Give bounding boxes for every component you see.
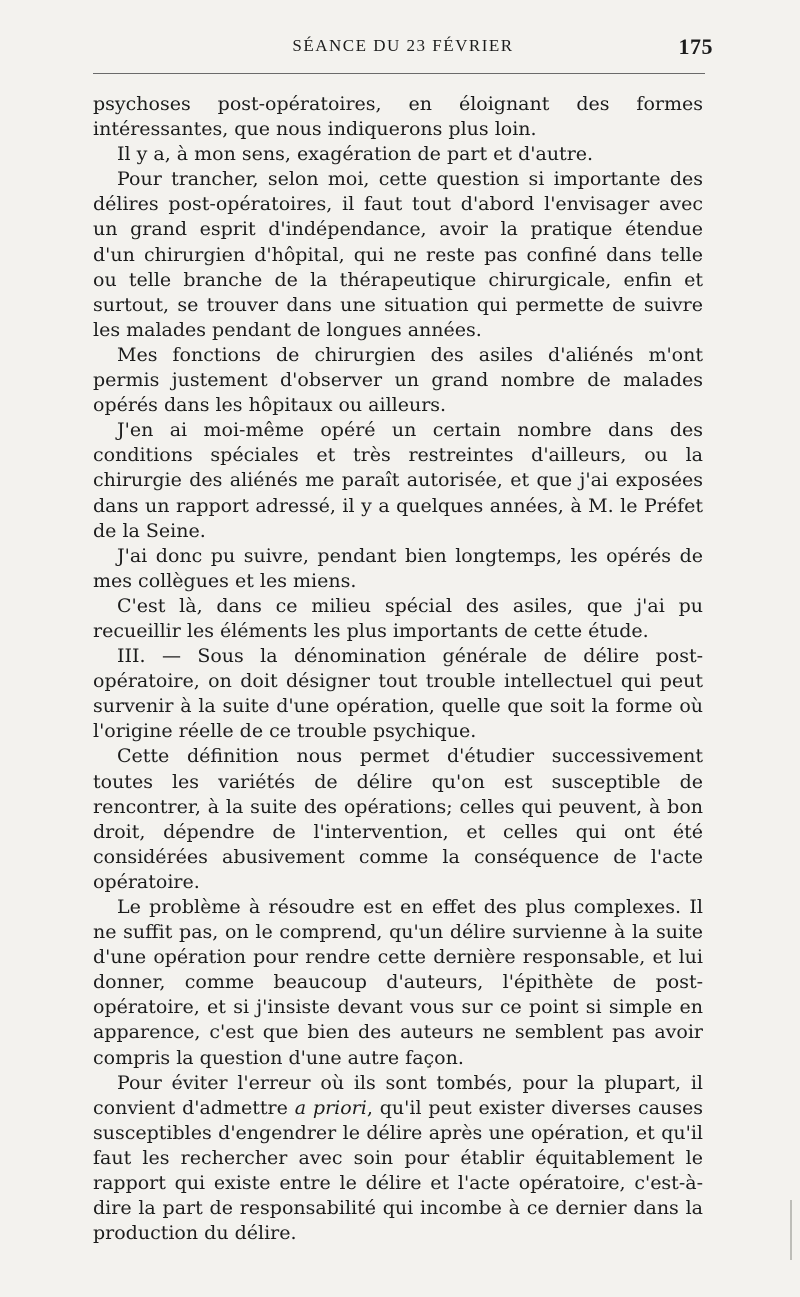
- page-header: [93, 36, 713, 62]
- paragraph: Le problème à résoudre est en effet des plus complexes. Il ne suffit pas, on le comprend, qu'un délire survienne à la suite d'une opération pour rendre cette dernière responsable, et lui donner, comme beaucoup d'auteurs, l'épithète de post-opératoire, et si j'insiste devant vous sur ce point si simple en apparence, c'est que bien des auteurs ne semblent pas avoir compris la question d'une autre façon.: [93, 896, 703, 1069]
- paragraph: Il y a, à mon sens, exagération de part et d'autre.: [117, 143, 594, 166]
- italic-phrase: a priori: [294, 1096, 367, 1119]
- paragraph-continued: psychoses post-opératoires, en éloignant des formes intéressantes, que nous indiquerons plus loin.: [93, 93, 703, 141]
- scan-edge-mark: [790, 1200, 792, 1260]
- section-three-paragraph: III. — Sous la dénomination générale de délire post-opératoire, on doit désigner tout trouble intellectuel qui peut survenir à la suite d'une opération, quelle que soit la forme où l'origine réelle de ce trouble psychique.: [93, 645, 703, 743]
- paragraph: Pour trancher, selon moi, cette question si importante des délires post-opératoires, il faut tout d'abord l'envisager avec un grand esprit d'indépendance, avoir la pratique étendue d'un chirurgien d'hôpital, qui ne reste pas confiné dans telle ou telle branche de la thérapeutique chirurgicale, enfin et surtout, se trouver dans une situation qui permette de suivre les malades pendant de longues années.: [93, 168, 703, 341]
- running-head: SÉANCE DU 23 FÉVRIER: [292, 36, 514, 55]
- final-paragraph: [93, 1071, 703, 1247]
- paragraph: J'en ai moi-même opéré un certain nombre dans des conditions spéciales et très restreintes d'ailleurs, ou la chirurgie des aliénés me paraît autorisée, et que j'ai exposées dans un rapport adressé, il y a quelques années, à M. le Préfet de la Seine.: [93, 419, 703, 542]
- paragraph: Mes fonctions de chirurgien des asiles d'aliénés m'ont permis justement d'observer un grand nombre de malades opérés dans les hôpitaux ou ailleurs.: [93, 343, 703, 417]
- paragraph: Cette définition nous permet d'étudier successivement toutes les variétés de délire qu'on est susceptible de rencontrer, à la suite des opérations; celles qui peuvent, à bon droit, dépendre de l'intervention, et celles qui ont été considérées abusivement comme la conséquence de l'acte opératoire.: [93, 745, 703, 893]
- header-rule: [93, 73, 705, 74]
- paragraph: J'ai donc pu suivre, pendant bien longtemps, les opérés de mes collègues et les miens.: [93, 544, 703, 592]
- page-number: 175: [678, 34, 713, 59]
- final-paragraph-end: , qu'il peut exister diverses causes susceptibles d'engendrer le délire après une opération, et qu'il faut les rechercher avec soin pour établir équitablement le rapport qui existe entre le délire et l'acte opératoire, c'est-à-dire la part de responsabilité qui incombe à ce dernier dans la production du délire.: [93, 1096, 704, 1245]
- final-paragraph-start: Pour éviter l'erreur où ils sont tombés, pour la plupart, il convient d'admettre: [93, 1071, 703, 1119]
- paragraph: C'est là, dans ce milieu spécial des asiles, que j'ai pu recueillir les éléments les plus importants de cette étude.: [93, 594, 703, 642]
- body-text: [93, 92, 703, 1246]
